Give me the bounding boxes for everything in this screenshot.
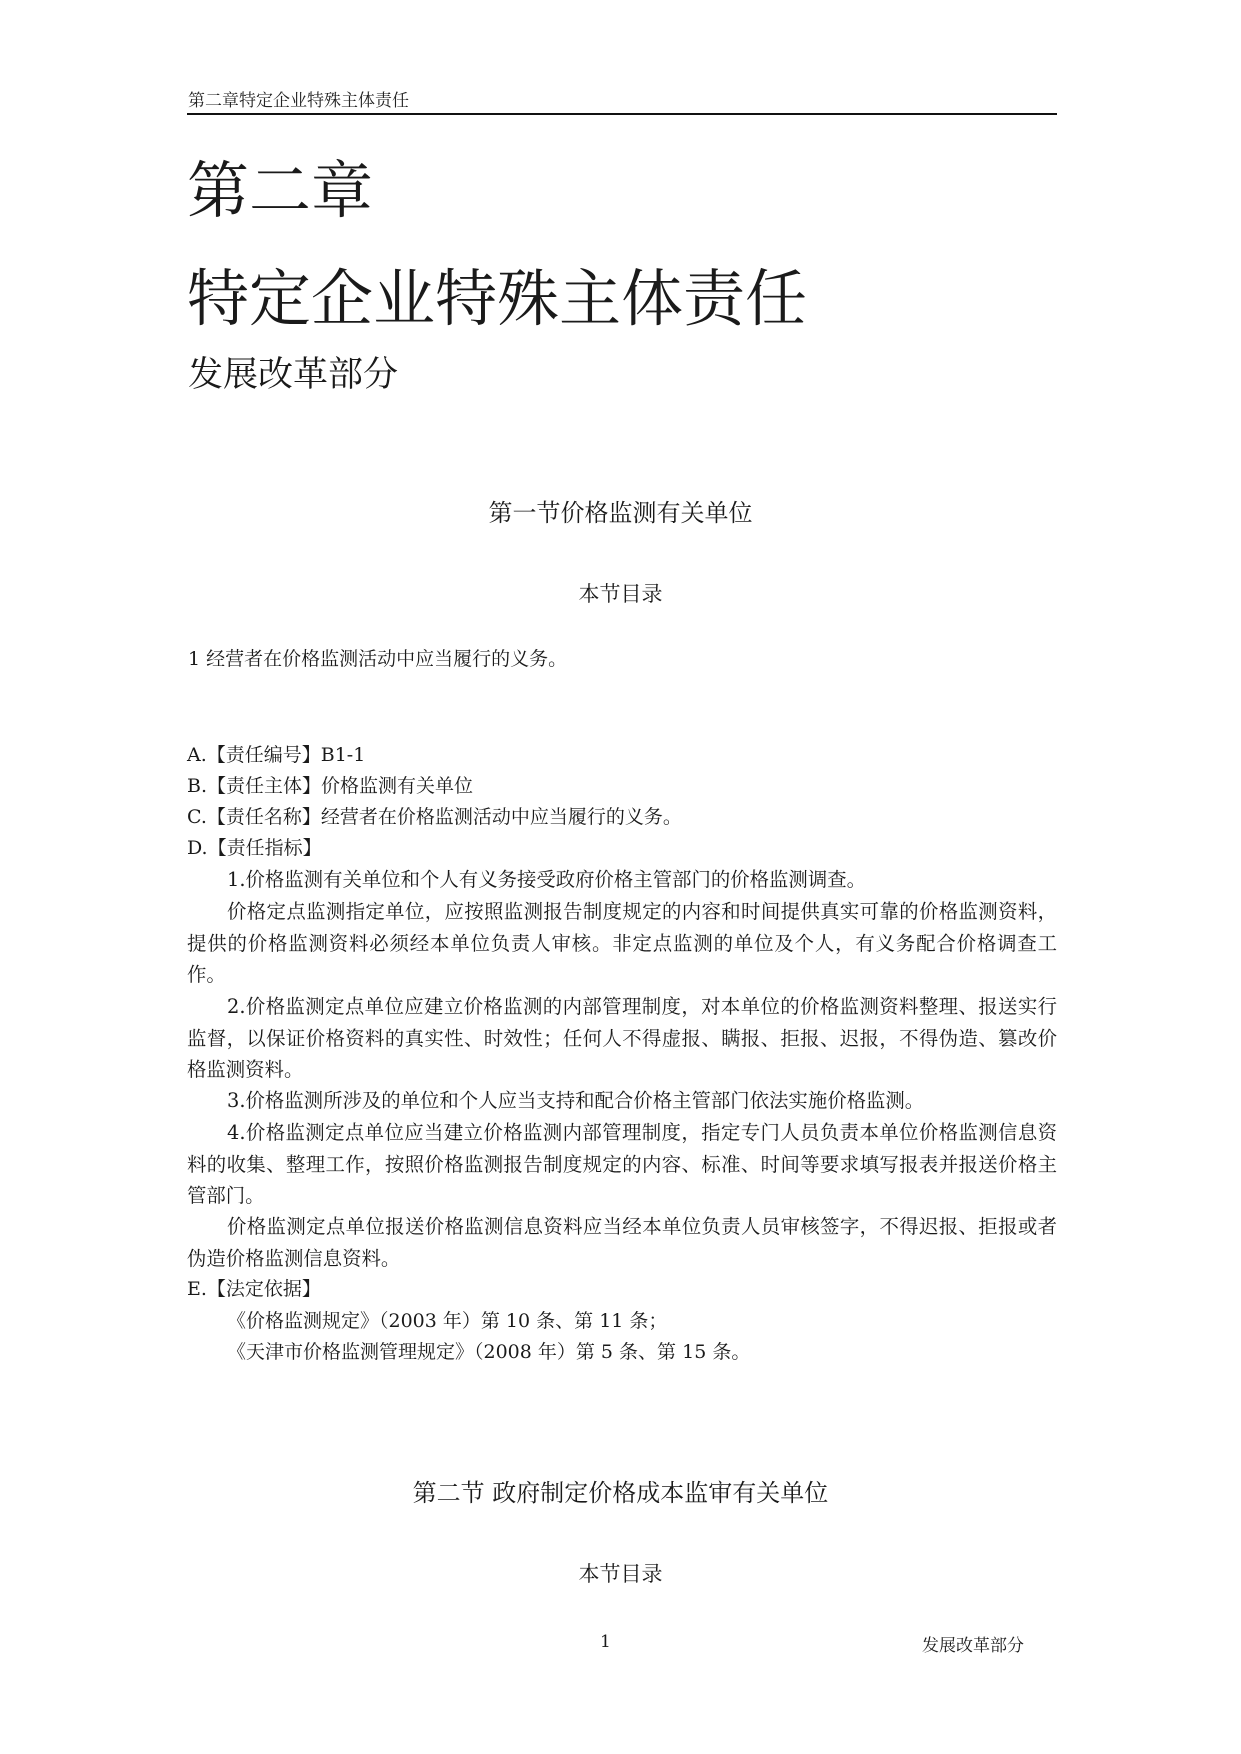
running-header: 第二章特定企业特殊主体责任 [188, 91, 409, 111]
chapter-subtitle: 发展改革部分 [188, 355, 399, 395]
section-1-toc-item: 1 经营者在价格监测活动中应当履行的义务。 [188, 648, 568, 670]
field-responsibility-name: C.【责任名称】经营者在价格监测活动中应当履行的义务。 [187, 806, 682, 828]
section-1-title: 第一节价格监测有关单位 [488, 499, 753, 527]
field-legal-basis: E.【法定依据】 [187, 1278, 321, 1300]
indicator-paragraph: 价格监测定点单位报送价格监测信息资料应当经本单位负责人员审核签字，不得迟报、拒报或者伪造价格监测信息资料。 [187, 1215, 1057, 1270]
section-1-toc-label: 本节目录 [578, 582, 663, 606]
indicator-paragraph: 4.价格监测定点单位应当建立价格监测内部管理制度，指定专门人员负责本单位价格监测信息资料的收集、整理工作，按照价格监测报告制度规定的内容、标准、时间等要求填写报表并报送价格主管部门。 [187, 1121, 1057, 1207]
field-responsibility-indicators: D.【责任指标】 [187, 837, 322, 859]
field-responsibility-subject: B.【责任主体】价格监测有关单位 [187, 775, 474, 797]
indicator-paragraph: 1.价格监测有关单位和个人有义务接受政府价格主管部门的价格监测调查。 [227, 868, 866, 891]
legal-basis-item: 《天津市价格监测管理规定》（2008 年）第 5 条、第 15 条。 [227, 1341, 751, 1363]
field-responsibility-code: A.【责任编号】B1-1 [187, 744, 366, 766]
section-2-title: 第二节 政府制定价格成本监审有关单位 [412, 1479, 829, 1507]
legal-basis-item: 《价格监测规定》（2003 年）第 10 条、第 11 条； [227, 1310, 668, 1332]
section-2-toc-label: 本节目录 [578, 1562, 663, 1586]
indicator-paragraph: 2.价格监测定点单位应建立价格监测的内部管理制度，对本单位的价格监测资料整理、报送实行监督，以保证价格资料的真实性、时效性；任何人不得虚报、瞒报、拒报、迟报，不得伪造、篡改价格监测资料。 [187, 995, 1057, 1081]
footer-page-number: 1 [600, 1632, 611, 1652]
indicator-paragraph: 价格定点监测指定单位，应按照监测报告制度规定的内容和时间提供真实可靠的价格监测资料，提供的价格监测资料必须经本单位负责人审核。非定点监测的单位及个人，有义务配合价格调查工作。 [187, 900, 1057, 986]
footer-department: 发展改革部分 [922, 1636, 1024, 1656]
chapter-title: 特定企业特殊主体责任 [187, 262, 808, 335]
chapter-number: 第二章 [187, 154, 374, 227]
indicator-paragraph: 3.价格监测所涉及的单位和个人应当支持和配合价格主管部门依法实施价格监测。 [227, 1089, 925, 1112]
header-rule [187, 113, 1057, 115]
